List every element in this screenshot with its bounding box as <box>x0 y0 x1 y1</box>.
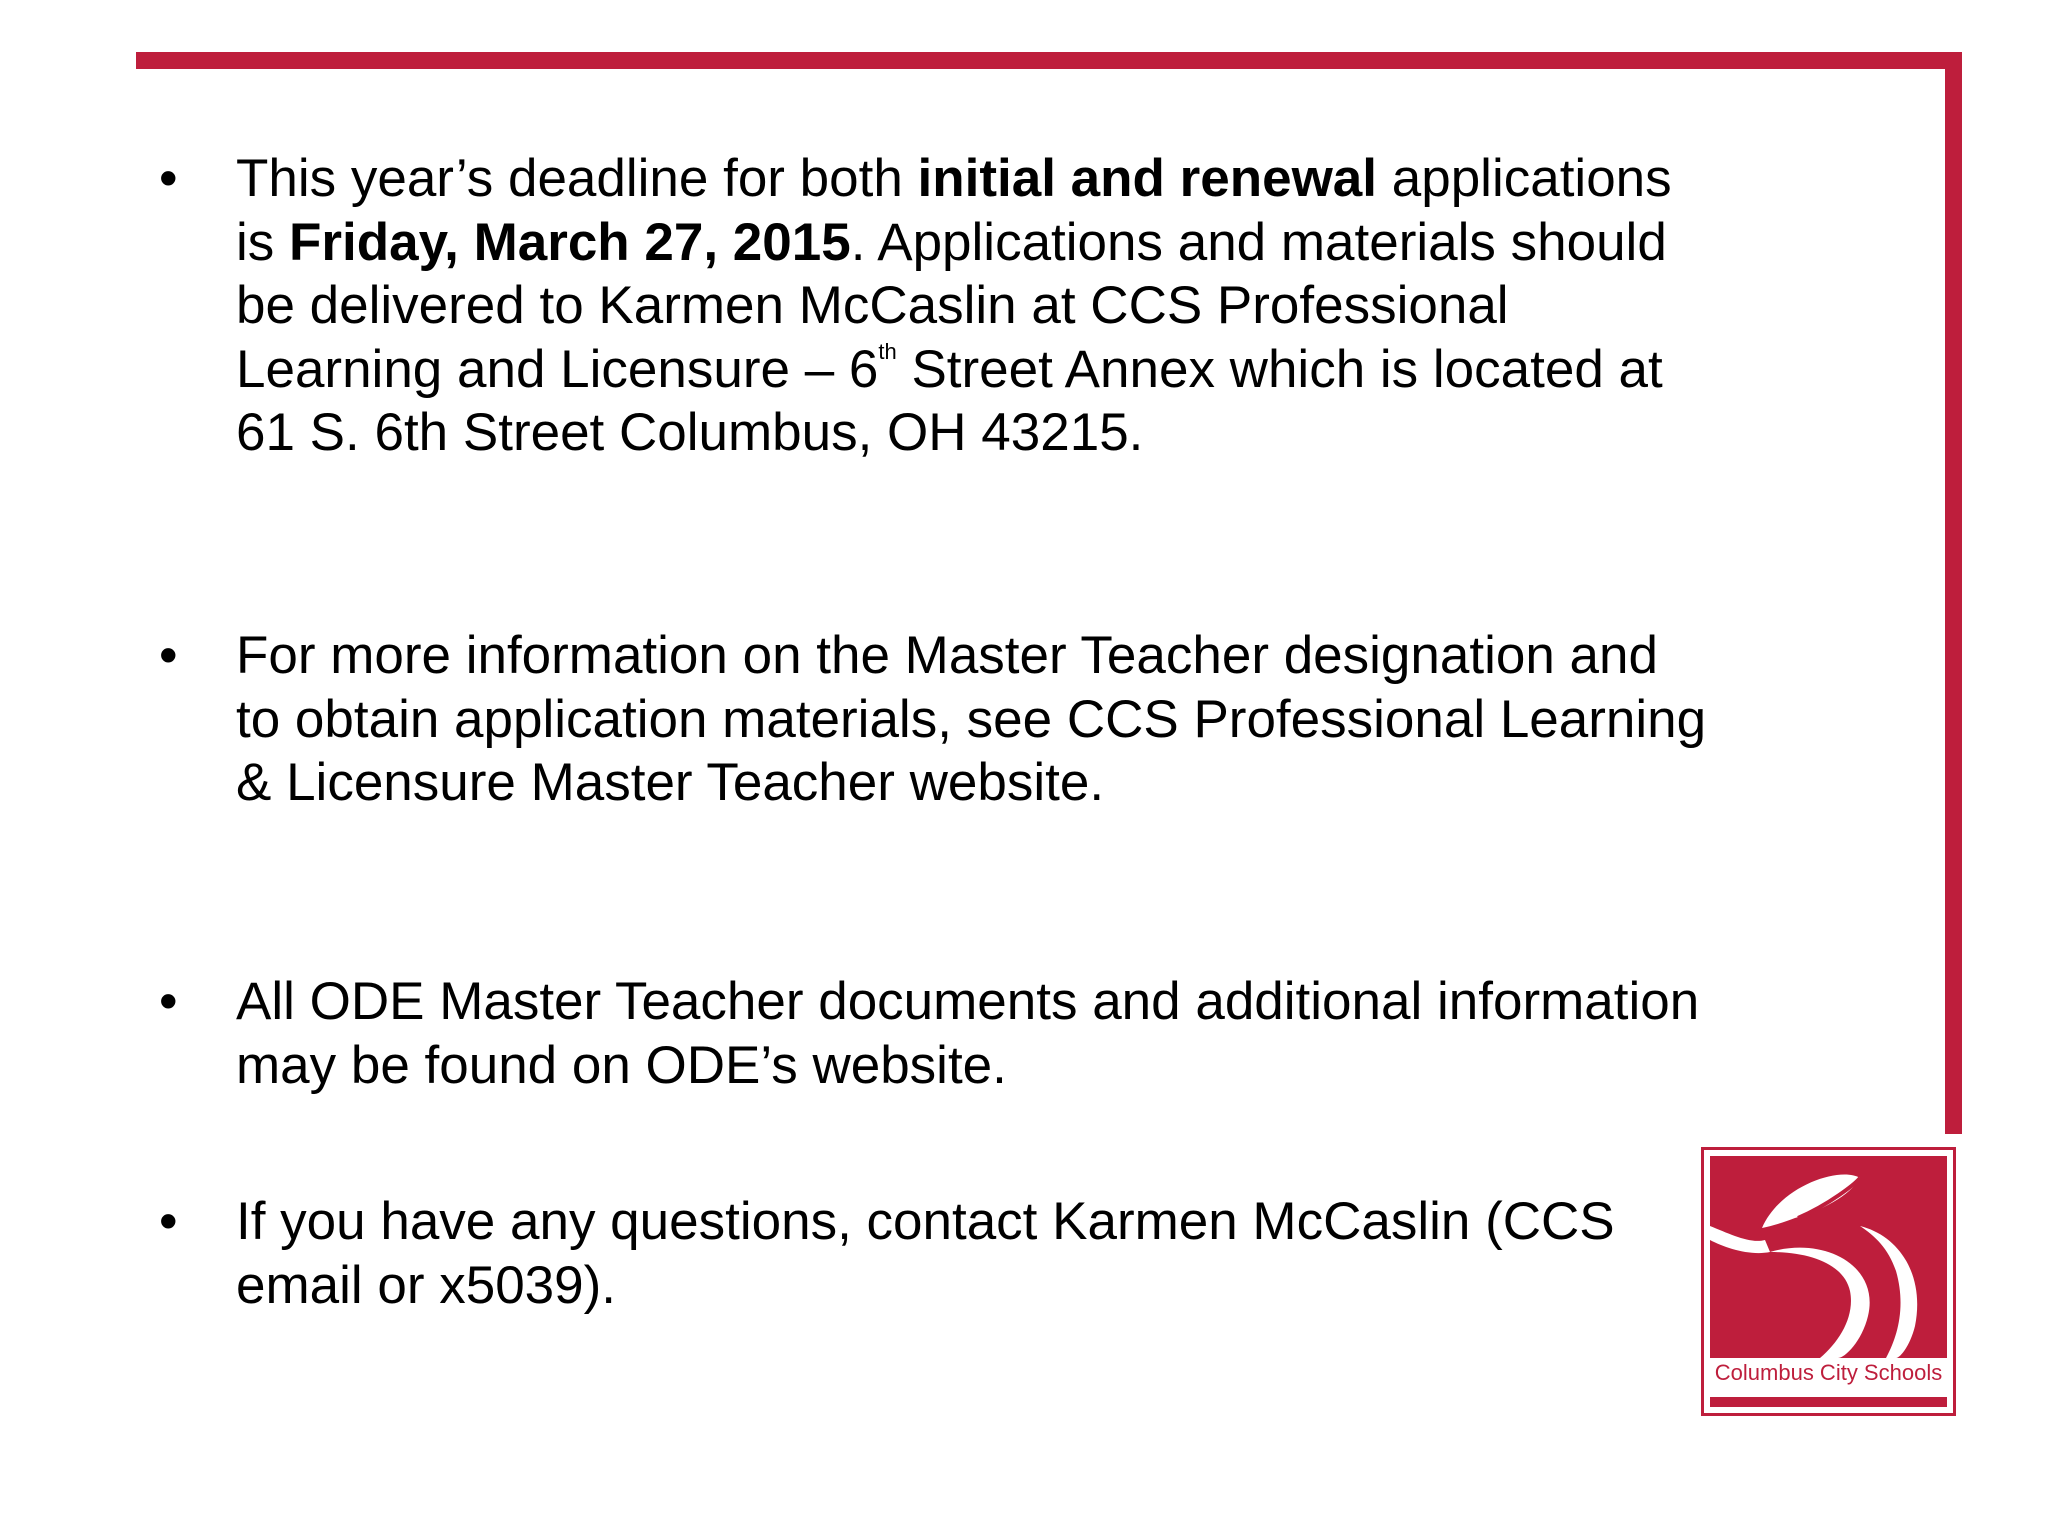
bullet-ode-documents <box>159 970 1716 1097</box>
bullet-text: This year’s deadline for both initial and renewal applications is Friday, March 27, 2015. Applications and materials should be delivered to Karmen McCaslin at CCS Professional Learning and Licensure – 6th Street Annex which is located at 61 S. 6th Street Columbus, OH 43215. <box>236 149 1672 462</box>
bullet-questions-contact <box>159 1190 1716 1317</box>
bullet-text: If you have any questions, contact Karmen McCaslin (CCS email or x5039). <box>236 1192 1615 1315</box>
bullet-text: For more information on the Master Teacher designation and to obtain application materials, see CCS Professional Learning & Licensure Master Teacher website. <box>236 626 1707 812</box>
bullet-text: All ODE Master Teacher documents and additional information may be found on ODE’s website. <box>236 972 1700 1095</box>
emphasis-application-types: initial and renewal <box>917 149 1378 208</box>
bullet-deadline <box>159 147 1716 465</box>
apple-logo-icon <box>1710 1156 1947 1358</box>
columbus-city-schools-logo <box>1701 1147 1956 1416</box>
logo-underline <box>1710 1397 1947 1407</box>
bullet-marker: • <box>159 972 178 1031</box>
bullet-marker: • <box>159 149 178 208</box>
logo-emblem <box>1710 1156 1947 1358</box>
logo-text: Columbus City Schools <box>1714 1360 1943 1385</box>
bullet-more-information <box>159 624 1716 815</box>
emphasis-deadline-date: Friday, March 27, 2015 <box>289 212 851 272</box>
bullet-marker: • <box>159 1192 178 1251</box>
bullet-marker: • <box>159 626 178 685</box>
ordinal-suffix: th <box>878 338 897 364</box>
